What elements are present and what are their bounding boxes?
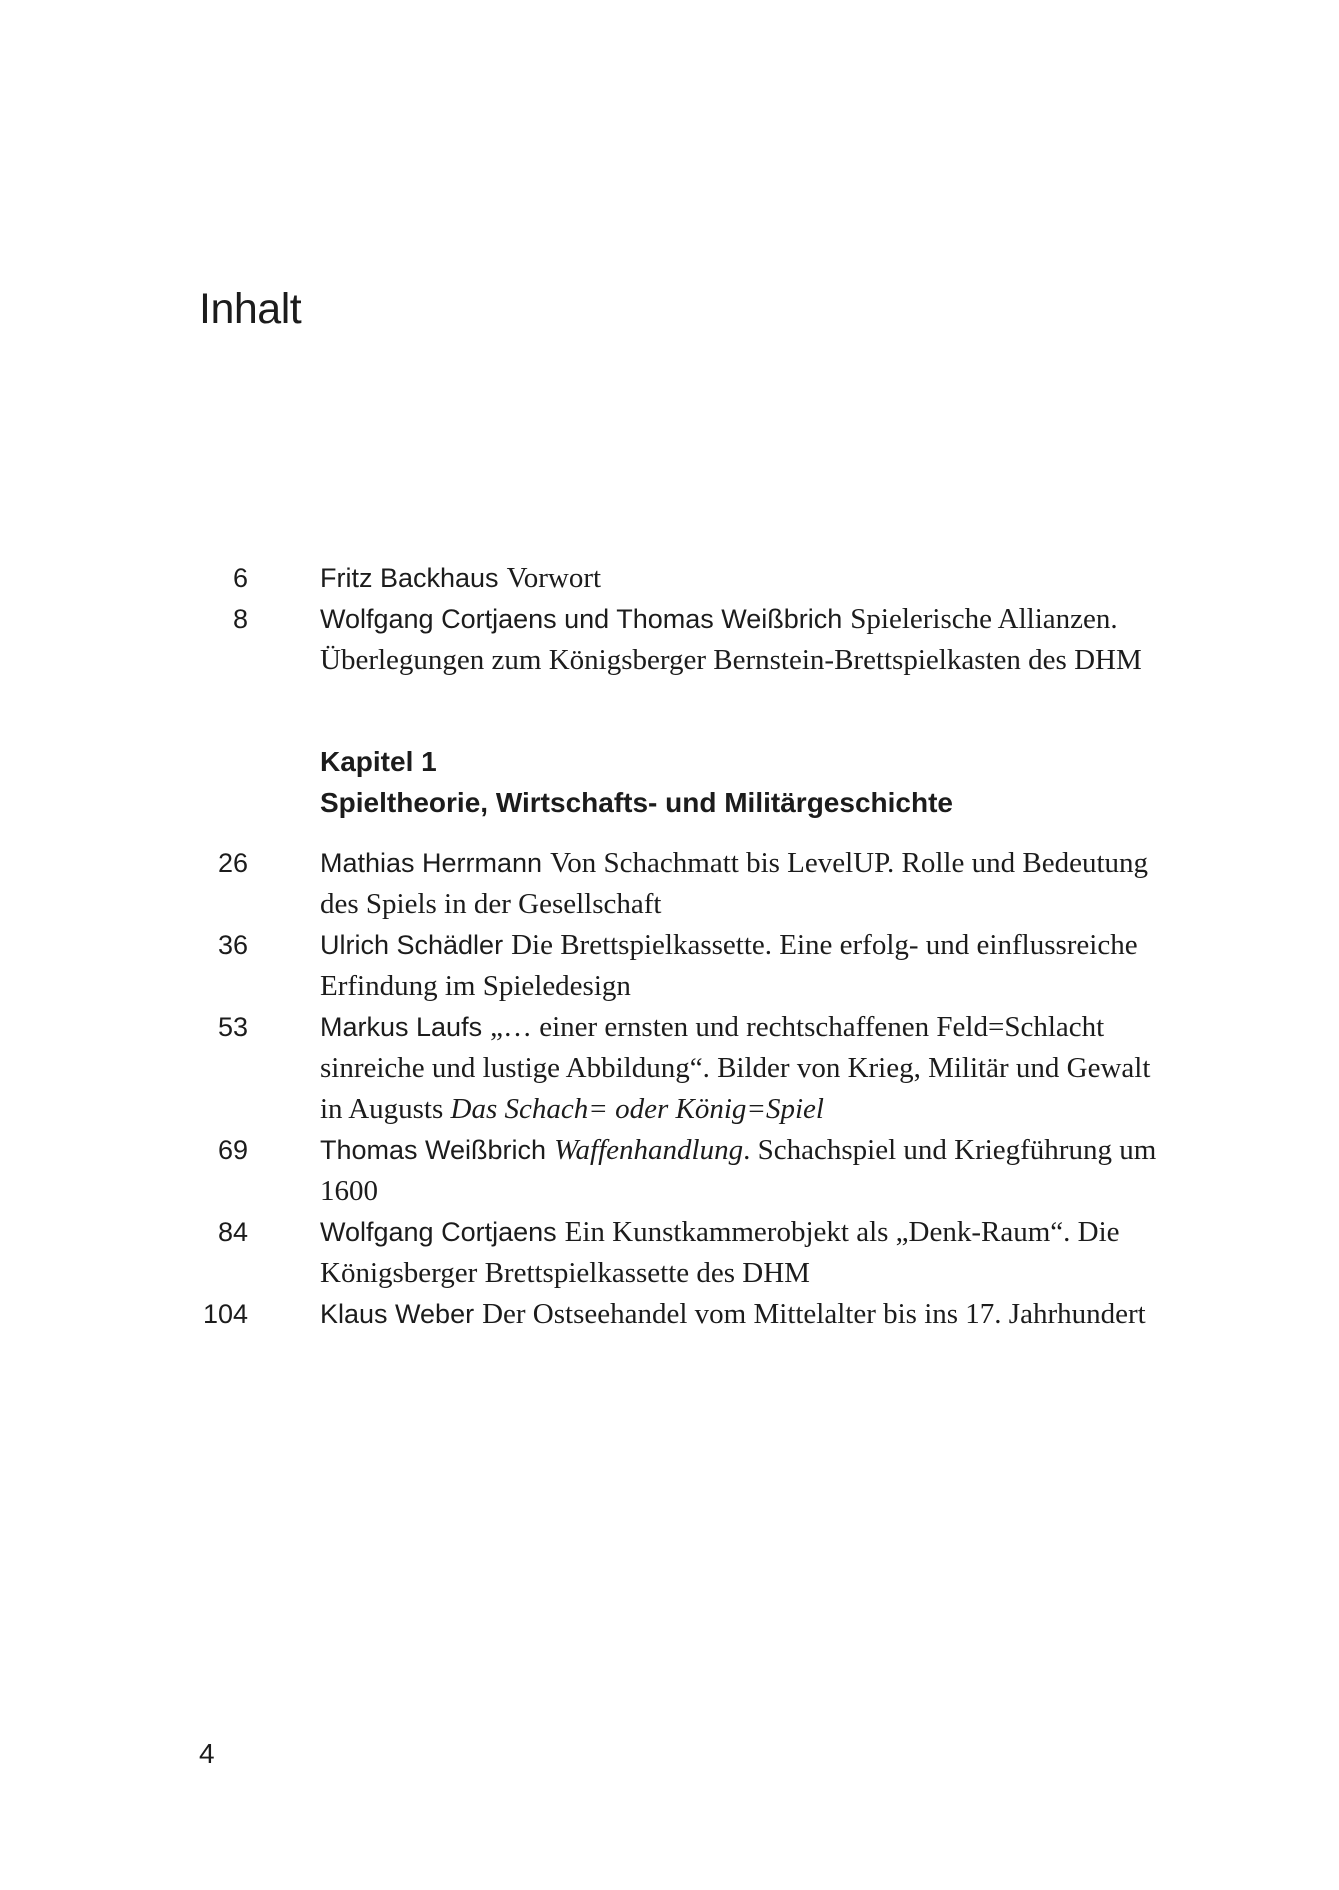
chapter-number: Kapitel 1 bbox=[320, 746, 437, 777]
front-matter-list bbox=[0, 558, 1339, 681]
toc-entry-text bbox=[320, 1130, 1180, 1212]
toc-page-number: 84 bbox=[217, 1217, 248, 1247]
page-number-folio: 4 bbox=[199, 1738, 215, 1769]
toc-author: Mathias Herrmann bbox=[320, 848, 543, 878]
toc-page-number: 104 bbox=[202, 1299, 248, 1329]
toc-author: Markus Laufs bbox=[320, 1012, 483, 1042]
toc-title: „… einer ernsten und rechtschaffenen Feld=Schlacht sinreiche und lustige Abbildung“. Bilder von Krieg, Militär und Gewalt in Augusts bbox=[320, 1011, 1151, 1125]
chapter-title: Spieltheorie, Wirtschafts- und Militärgeschichte bbox=[320, 787, 953, 818]
toc-page-number: 8 bbox=[232, 604, 248, 634]
toc-page-number: 36 bbox=[217, 930, 248, 960]
toc-page-number: 53 bbox=[217, 1012, 248, 1042]
toc-title-italic: Waffenhandlung bbox=[554, 1134, 744, 1166]
table-of-contents bbox=[0, 558, 1339, 1335]
toc-entry bbox=[0, 925, 1339, 1007]
chapter-entry-list bbox=[0, 843, 1339, 1335]
toc-author: Ulrich Schädler bbox=[320, 930, 504, 960]
page-title: Inhalt bbox=[199, 285, 302, 333]
toc-entry-text bbox=[320, 925, 1180, 1007]
toc-author: Fritz Backhaus bbox=[320, 563, 499, 593]
toc-author: Wolfgang Cortjaens und Thomas Weißbrich bbox=[320, 604, 843, 634]
toc-title: Der Ostseehandel vom Mittelalter bis ins 17. Jahrhundert bbox=[482, 1298, 1146, 1330]
toc-page-number: 26 bbox=[217, 848, 248, 878]
toc-entry bbox=[0, 843, 1339, 925]
toc-page-number: 69 bbox=[217, 1135, 248, 1165]
toc-entry bbox=[0, 1294, 1339, 1335]
toc-entry bbox=[0, 558, 1339, 599]
toc-entry-text bbox=[320, 1212, 1180, 1294]
toc-entry bbox=[0, 599, 1339, 681]
toc-author: Klaus Weber bbox=[320, 1299, 475, 1329]
toc-title: Die Brettspielkassette. Eine erfolg- und einflussreiche Erfindung im Spieledesign bbox=[320, 929, 1138, 1002]
toc-title-italic: Das Schach= oder König=Spiel bbox=[450, 1093, 824, 1125]
toc-title: Von Schachmatt bis LevelUP. Rolle und Bedeutung des Spiels in der Gesellschaft bbox=[320, 847, 1149, 920]
toc-entry bbox=[0, 1007, 1339, 1130]
toc-title: Ein Kunstkammerobjekt als „Denk-Raum“. Die Königsberger Brettspielkassette des DHM bbox=[320, 1216, 1120, 1289]
toc-entry bbox=[0, 1212, 1339, 1294]
toc-title: Spielerische Allianzen. Überlegungen zum Königsberger Bernstein-Brettspielkasten des DHM bbox=[320, 603, 1142, 676]
toc-entry-text bbox=[320, 1294, 1180, 1335]
toc-title: Vorwort bbox=[506, 562, 602, 594]
chapter-heading bbox=[320, 741, 1339, 823]
toc-entry-text bbox=[320, 843, 1180, 925]
toc-entry-text bbox=[320, 558, 1180, 599]
toc-entry-text bbox=[320, 599, 1180, 681]
toc-title: . Schachspiel und Kriegführung um 1600 bbox=[320, 1134, 1157, 1207]
toc-author: Wolfgang Cortjaens bbox=[320, 1217, 557, 1247]
toc-author: Thomas Weißbrich bbox=[320, 1135, 547, 1165]
toc-page-number: 6 bbox=[232, 563, 248, 593]
toc-entry-text bbox=[320, 1007, 1180, 1130]
toc-entry bbox=[0, 1130, 1339, 1212]
